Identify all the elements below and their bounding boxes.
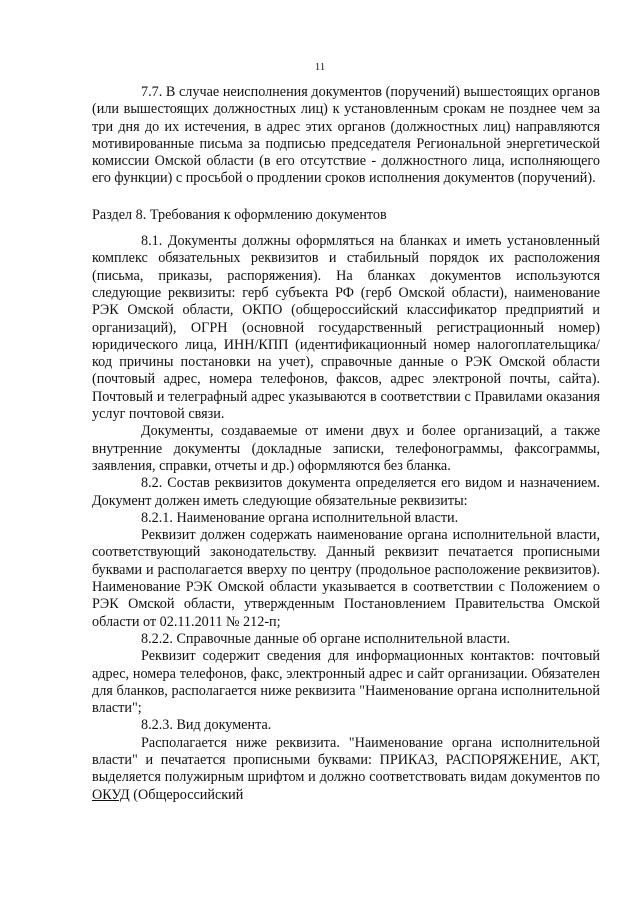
okud-link[interactable]: ОКУД	[92, 786, 130, 803]
paragraph-8-2-3-text: Располагается ниже реквизита. "Наименование органа исполнительной власти" и печатается прописными буквами: ПРИКАЗ, РАСПОРЯЖЕНИЕ, АКТ, выделяется полужирным шрифтом и должно соответствовать видам документов по	[92, 734, 600, 786]
paragraph-8-2-1: Реквизит должен содержать наименование органа исполнительной власти, соответствующий законодательству. Данный реквизит печатается прописными буквами и располагается вверху по центру (продольное расположение реквизитов). Наименование РЭК Омской области указывается в соответствии с Положением о РЭК Омской области, утвержденным Постановлением Правительства Омской области от 02.11.2011 № 212-п;	[92, 527, 600, 630]
paragraph-8-1-continued: Документы, создаваемые от имени двух и более организаций, а также внутренние документы (докладные записки, телефонограммы, факсограммы, заявления, справки, отчеты и др.) оформляются без бланка.	[92, 423, 600, 474]
section-heading: Раздел 8. Требования к оформлению документов	[92, 206, 387, 223]
paragraph-8-2-3	[92, 735, 600, 804]
paragraph-8-1: 8.1. Документы должны оформляться на бланках и иметь установленный комплекс обязательных реквизитов и стабильный порядок их расположения (письма, приказы, распоряжения). На бланках документов используются следующие реквизиты: герб субъекта РФ (герб Омской области), наименование РЭК Омской области, ОКПО (общероссийский классификатор предприятий и организаций), ОГРН (основной государственный регистрационный номер) юридического лица, ИНН/КПП (идентификационный номер налогоплательщика/код причины постановки на учет), справочные данные о РЭК Омской области (почтовый адрес, номера телефонов, факсов, адрес электроной почты, сайта). Почтовый и телеграфный адрес указываются в соответствии с Правилами оказания услуг почтовой связи.	[92, 233, 600, 423]
subheading-8-2-3: 8.2.3. Вид документа.	[141, 717, 272, 734]
paragraph-8-2-2: Реквизит содержит сведения для информационных контактов: почтовый адрес, номера телефонов, факс, электронный адрес и сайт организации. Обязателен для бланков, располагается ниже реквизита "Наименование органа исполнительной власти";	[92, 648, 600, 717]
paragraph-7-7: 7.7. В случае неисполнения документов (поручений) вышестоящих органов (или вышестоящих должностных лиц) к установленным срокам не позднее чем за три дня до их истечения, в адрес этих органов (должностных лиц) направляются мотивированные письма за подписью председателя Региональной энергетической комиссии Омской области (в его отсутствие - должностного лица, исполняющего его функции) с просьбой о продлении сроков исполнения документов (поручений).	[92, 84, 600, 187]
page-number: 11	[314, 61, 326, 73]
paragraph-8-2-3-tail: (Общероссийский	[129, 786, 244, 803]
subheading-8-2-1: 8.2.1. Наименование органа исполнительной власти.	[141, 509, 459, 526]
paragraph-8-2: 8.2. Состав реквизитов документа определяется его видом и назначением. Документ должен иметь следующие обязательные реквизиты:	[92, 475, 600, 509]
subheading-8-2-2: 8.2.2. Справочные данные об органе исполнительной власти.	[141, 630, 511, 647]
document-body	[92, 84, 600, 804]
